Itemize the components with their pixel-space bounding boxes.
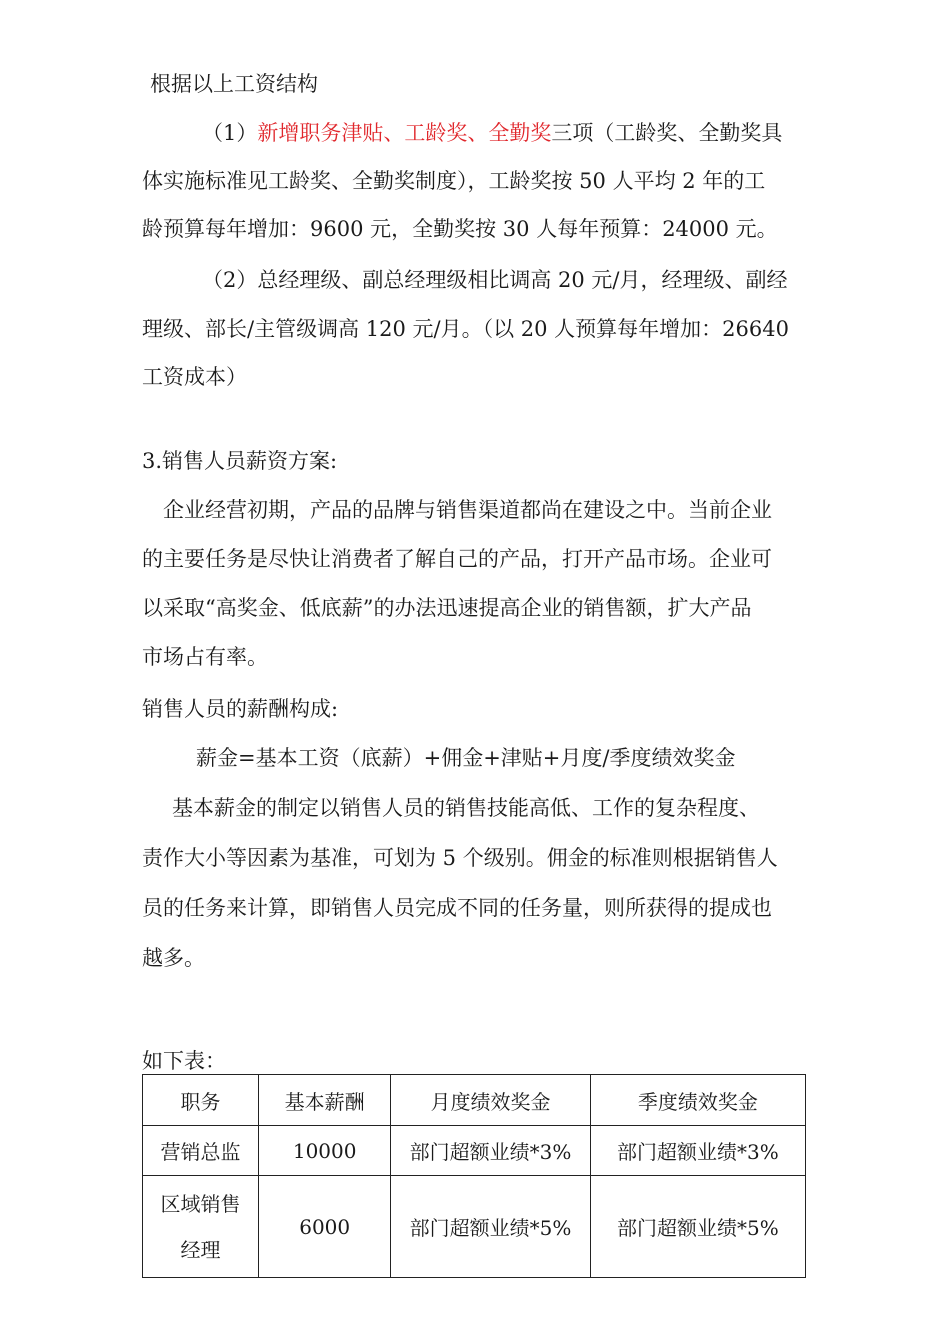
cell-monthly-bonus: 部门超额业绩*3% [391,1126,590,1176]
para2-line: 越多。 [142,946,205,970]
para2-line: 基本薪金的制定以销售人员的销售技能高低、工作的复杂程度、 [172,796,760,820]
cell-position-line: 区域销售 [160,1191,241,1216]
section3-heading: 3.销售人员薪资方案: [142,449,338,473]
para1-line: 市场占有率。 [142,645,268,669]
table-label: 如下表： [142,1049,226,1073]
item1-line2: 体实施标准见工龄奖、全勤奖制度），工龄奖按 50 人平均 2 年的工 [142,169,766,193]
item2-line2: 理级、部长/主管级调高 120 元/月。（以 20 人预算每年增加：26640 [142,317,789,341]
table-row [143,1176,806,1278]
item1-line3: 龄预算每年增加：9600 元，全勤奖按 30 人每年预算：24000 元。 [142,217,778,241]
para1-line: 以采取“高奖金、低底薪”的办法迅速提高企业的销售额，扩大产品 [142,596,752,620]
para2-line: 员的任务来计算，即销售人员完成不同的任务量，则所获得的提成也 [142,896,772,920]
cell-quarterly-bonus: 部门超额业绩*5% [590,1176,805,1278]
para2-line: 责作大小等因素为基准，可划为 5 个级别。佣金的标准则根据销售人 [142,846,778,870]
header-quarterly-bonus: 季度绩效奖金 [590,1075,805,1126]
cell-position-line: 经理 [180,1237,221,1262]
item2-line3: 工资成本） [142,365,247,389]
cell-base-salary: 10000 [259,1126,391,1176]
item1-line1 [202,118,782,148]
item1-prefix: （1） [202,121,258,145]
table-header-row [143,1075,806,1126]
item1-rest: 三项（工龄奖、全勤奖具 [551,121,783,145]
cell-monthly-bonus: 部门超额业绩*5% [391,1176,590,1278]
salary-table [142,1074,806,1278]
cell-quarterly-bonus: 部门超额业绩*3% [590,1126,805,1176]
header-position: 职务 [143,1075,259,1126]
cell-position [143,1176,259,1278]
para1-line: 企业经营初期，产品的品牌与销售渠道都尚在建设之中。当前企业 [163,498,772,522]
intro-text: 根据以上工资结构 [150,72,318,96]
header-monthly-bonus: 月度绩效奖金 [391,1075,590,1126]
header-base-salary: 基本薪酬 [259,1075,391,1126]
item2-line1: （2）总经理级、副总经理级相比调高 20 元/月，经理级、副经 [202,268,788,292]
composition-label: 销售人员的薪酬构成: [142,697,339,721]
salary-formula: 薪金=基本工资（底薪）+佣金+津贴+月度/季度绩效奖金 [196,746,736,770]
cell-position: 营销总监 [143,1126,259,1176]
cell-base-salary: 6000 [259,1176,391,1278]
para1-line: 的主要任务是尽快让消费者了解自己的产品，打开产品市场。企业可 [142,547,772,571]
table-row [143,1126,806,1176]
item1-highlight: 新增职务津贴、工龄奖、全勤奖 [257,121,552,145]
